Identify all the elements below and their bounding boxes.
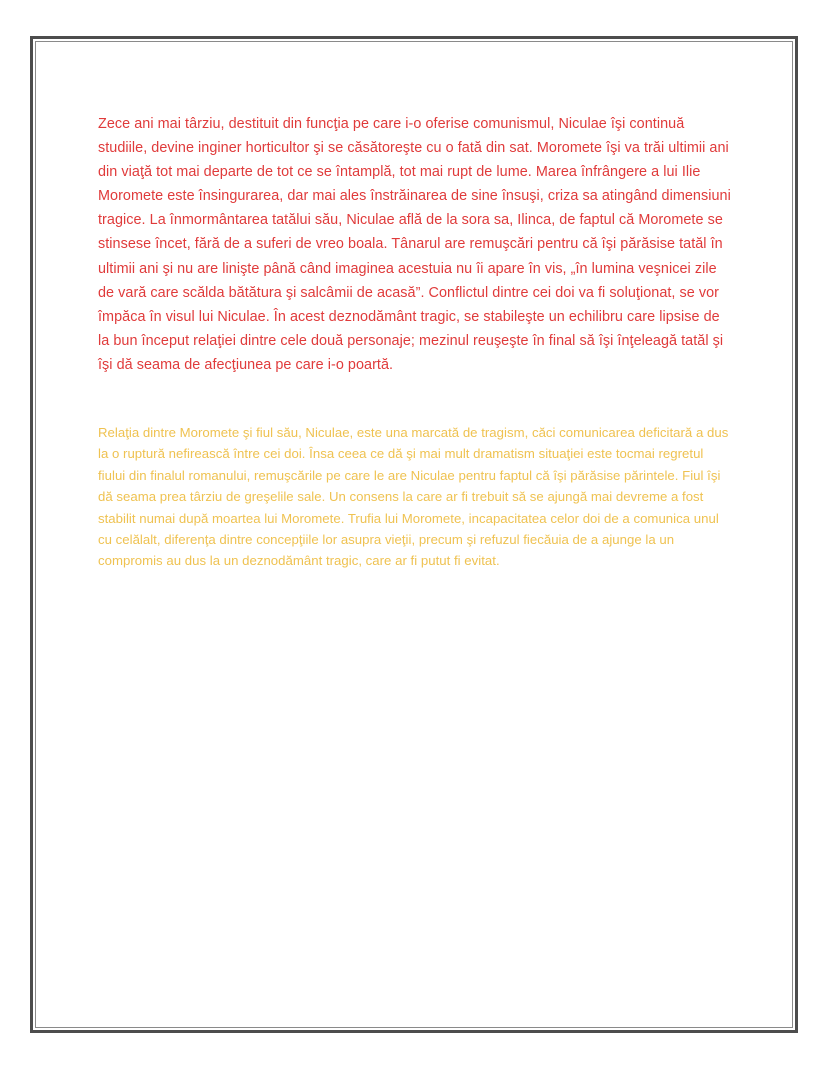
paragraph-2: Relaţia dintre Moromete şi fiul său, Niculae, este una marcată de tragism, căci comunicarea deficitară a dus la o ruptură nefirească între cei doi. Însa ceea ce dă şi mai mult dramatism situaţiei este tocmai regretul fiului din finalul romanului, remuşcările pe care le are Niculae pentru faptul că îşi părăsise părintele. Fiul îşi dă seama prea târziu de greşelile sale. Un consens la care ar fi trebuit să se ajungă mai devreme a fost stabilit numai după moartea lui Moromete. Trufia lui Moromete, incapacitatea celor doi de a comunica unul cu celălalt, diferenţa dintre concepţiile lor asupra vieţii, precum şi refuzul fiecăuia de a ajunge la un compromis au dus la un deznodământ tragic, care ar fi putut fi evitat. — [98, 425, 729, 569]
paragraph-1: Zece ani mai târziu, destituit din funcţia pe care i-o oferise comunismul, Niculae îşi continuă studiile, devine inginer horticultor şi se căsătoreşte cu o fată din sat. Moromete îşi va trăi ultimii ani din viaţă tot mai departe de tot ce se întamplă, tot mai rupt de lume. Marea înfrângere a lui Ilie Moromete este însingurarea, dar mai ales înstrăinarea de sine însuşi, criza sa atingând dimensiuni tragice. La înmormântarea tatălui său, Niculae află de la sora sa, Ilinca, de faptul că Moromete se stinsese încet, fără de a suferi de vreo boala. Tânarul are remuşcări pentru că îşi părăsise tatăl în ultimii ani şi nu are linişte până când imaginea acestuia nu îi apare în vis, „în lumina veşnicei zile de vară care scălda bătătura şi salcâmii de acasă”. Conflictul dintre cei doi va fi soluţionat, se vor împăca în visul lui Niculae. În acest deznodământ tragic, se stabileşte un echilibru care lipsise de la bun început relaţiei dintre cele două personaje; mezinul reuşeşte în final să îşi înţeleagă tatăl şi îşi dă seama de afecţiunea pe care i-o poartă. — [98, 116, 731, 373]
document-body — [98, 112, 734, 572]
